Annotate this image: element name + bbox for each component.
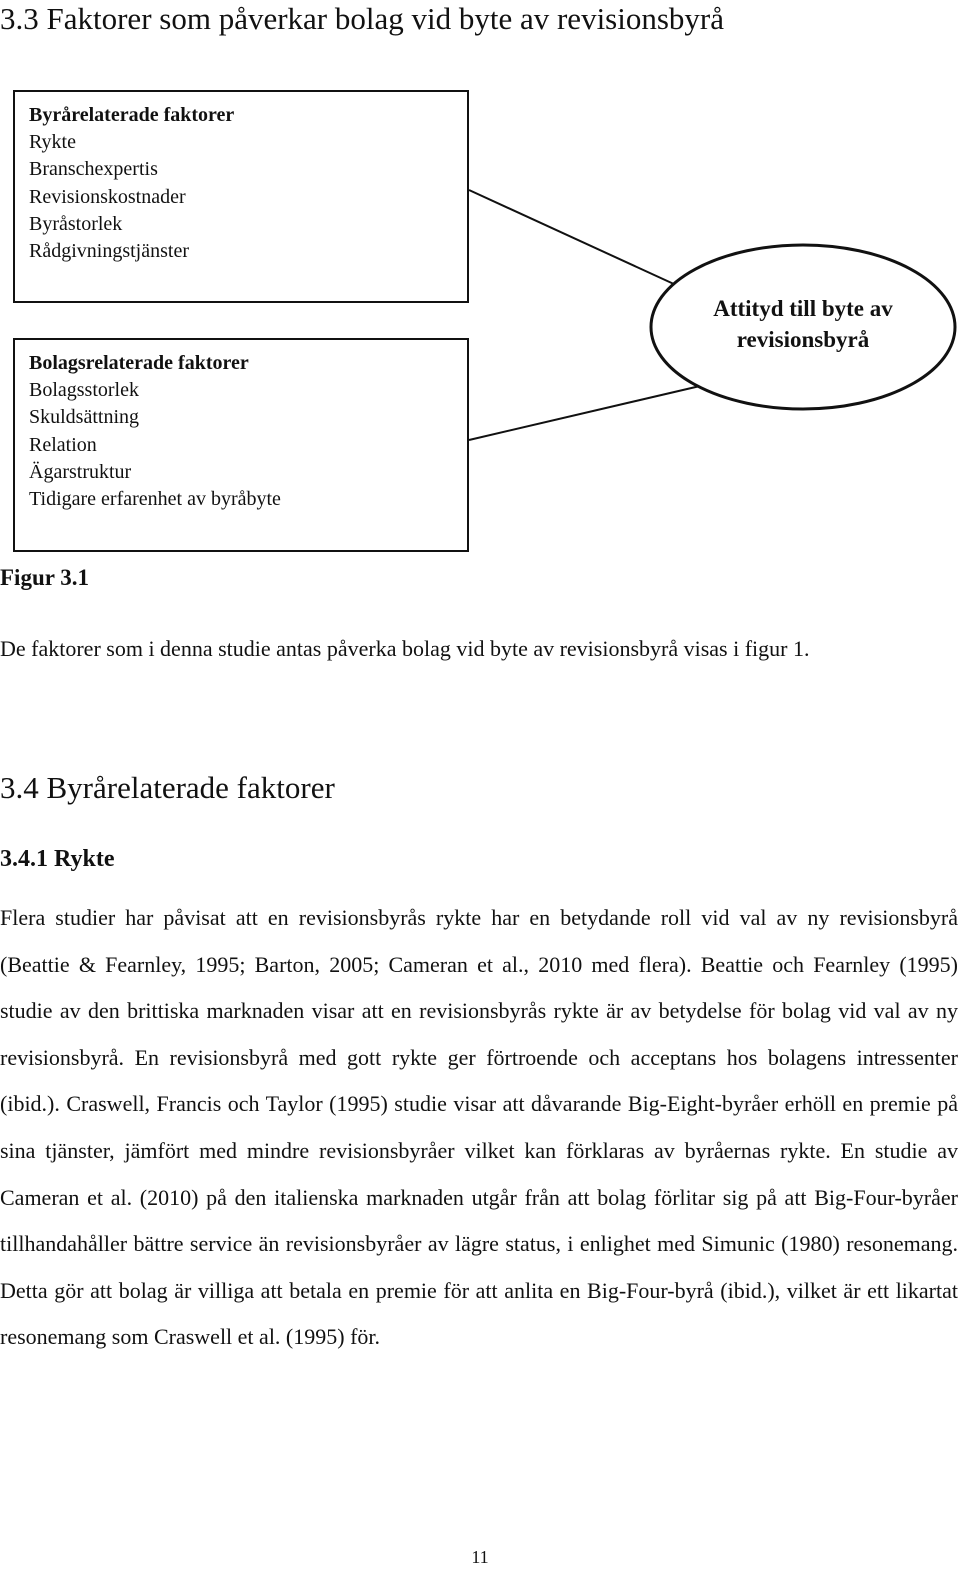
- subsubsection-heading: 3.4.1 Rykte: [0, 846, 115, 872]
- company-factors-box: [13, 338, 469, 552]
- firm-factor-item: Branschexpertis: [29, 158, 158, 181]
- firm-factors-box: [13, 90, 469, 303]
- company-factor-item: Skuldsättning: [29, 406, 140, 429]
- firm-factor-item: Revisionskostnader: [29, 185, 186, 208]
- factor-diagram: [0, 60, 960, 570]
- firm-factor-item: Rådgivningstjänster: [29, 240, 189, 263]
- connector-firm-to-attitude: [469, 190, 700, 296]
- section-heading: 3.3 Faktorer som påverkar bolag vid byte av revisionsbyrå: [0, 1, 725, 36]
- attitude-label: Attityd till byte av revisionsbyrå: [713, 296, 893, 352]
- company-factor-item: Tidigare erfarenhet av byråbyte: [29, 488, 281, 511]
- subsection-heading: 3.4 Byrårelaterade faktorer: [0, 770, 335, 805]
- connector-company-to-attitude: [469, 386, 700, 440]
- intro-paragraph: De faktorer som i denna studie antas påverka bolag vid byte av revisionsbyrå visas i figur 1.: [0, 636, 810, 661]
- firm-factor-item: Rykte: [29, 131, 76, 153]
- body-paragraph: Flera studier har påvisat att en revisionsbyrås rykte har en betydande roll vid val av ny revisionsbyrå (Beattie & Fearnley, 1995; Barton, 2005; Cameran et al., 2010 med flera). Beattie och Fearnley (1995) studie av den brittiska marknaden visar att en revisionsbyrås rykte är av betydelse för bolag vid val av ny revisionsbyrå. En revisionsbyrå med gott rykte ger förtroende och acceptans hos bolagens intressenter (ibid.). Craswell, Francis och Taylor (1995) studie visar att dåvarande Big-Eight-byråer erhöll en premie på sina tjänster, jämfört med mindre revisionsbyråer vilket kan förklaras av byråernas rykte. En studie av Cameran et al. (2010) på den italienska marknaden utgår från att bolag förlitar sig på att Big-Four-byråer tillhandahåller bättre service än revisionsbyråer av lägre status, i enlighet med Simunic (1980) resonemang. Detta gör att bolag är villiga att betala en premie för att anlita en Big-Four-byrå (ibid.), vilket är ett likartat resonemang som Craswell et al. (1995) för.: [0, 905, 958, 1350]
- firm-factors-title: Byrårelaterade faktorer: [29, 104, 235, 126]
- company-factors-title: Bolagsrelaterade faktorer: [29, 352, 249, 374]
- company-factor-item: Ägarstruktur: [29, 460, 132, 483]
- figure-caption: Figur 3.1: [0, 565, 90, 590]
- page-number: 11: [471, 1547, 489, 1567]
- company-factor-item: Bolagsstorlek: [29, 379, 139, 401]
- company-factor-item: Relation: [29, 433, 97, 456]
- firm-factor-item: Byråstorlek: [29, 212, 123, 235]
